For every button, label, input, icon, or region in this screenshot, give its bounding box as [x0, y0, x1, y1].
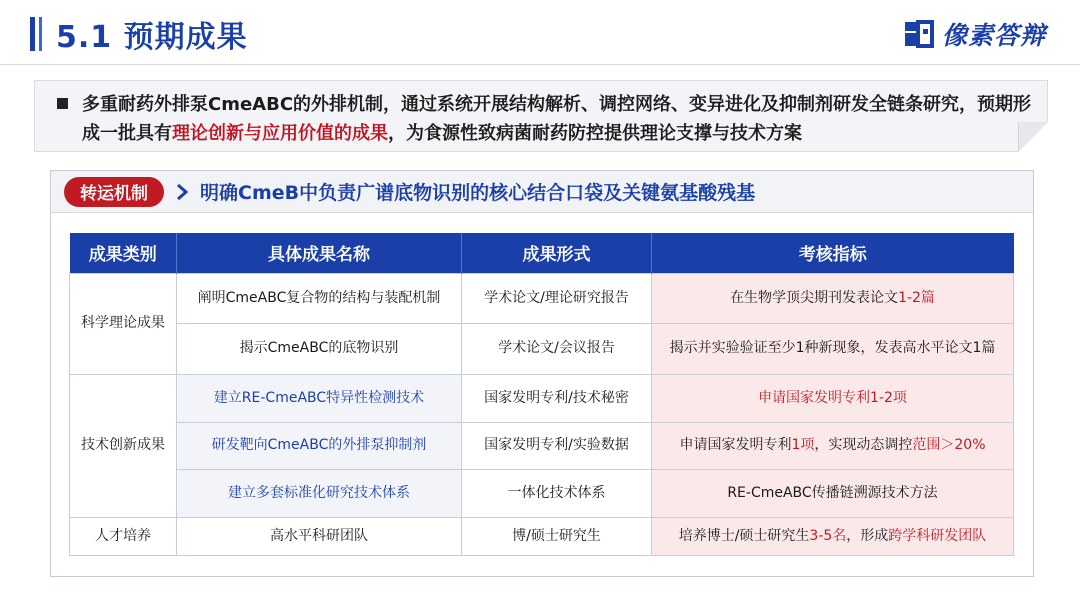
logo-text: 像素答辩 — [941, 21, 1046, 50]
result-form-cell: 学术论文/会议报告 — [462, 323, 652, 374]
chevron-right-icon — [176, 183, 190, 201]
result-name-cell: 研发靶向CmeABC的外排泵抑制剂 — [177, 422, 462, 469]
column-header: 成果形式 — [462, 233, 652, 273]
result-form-cell: 国家发明专利/实验数据 — [462, 422, 652, 469]
page-title: 5.1 预期成果 — [56, 20, 248, 55]
metric-cell: 申请国家发明专利1项，实现动态调控范围＞20% — [652, 422, 1014, 469]
result-name-cell: 建立多套标准化研究技术体系 — [177, 469, 462, 517]
table-row — [70, 323, 1014, 374]
category-cell: 人才培养 — [70, 517, 177, 555]
result-name-cell: 高水平科研团队 — [177, 517, 462, 555]
panel-title: 明确CmeB中负责广谱底物识别的核心结合口袋及关键氨基酸残基 — [200, 182, 756, 204]
result-form-cell: 一体化技术体系 — [462, 469, 652, 517]
table-row — [70, 469, 1014, 517]
category-cell: 科学理论成果 — [70, 273, 177, 374]
result-form-cell: 学术论文/理论研究报告 — [462, 273, 652, 323]
result-form-cell: 博/硕士研究生 — [462, 517, 652, 555]
summary-text: 多重耐药外排泵CmeABC的外排机制，通过系统开展结构解析、调控网络、变异进化及抑制剂研发全链条研究，预期形成一批具有理论创新与应用价值的成果，为食源性致病菌耐药防控提供理论支撑与技术方案 — [82, 94, 1032, 144]
summary-box — [34, 80, 1048, 152]
metric-cell: 在生物学顶尖期刊发表论文1-2篇 — [652, 273, 1014, 323]
result-name-cell: 阐明CmeABC复合物的结构与装配机制 — [177, 273, 462, 323]
logo-icon — [904, 19, 934, 49]
column-header: 具体成果名称 — [177, 233, 462, 273]
results-panel — [50, 170, 1034, 577]
result-form-cell: 国家发明专利/技术秘密 — [462, 374, 652, 422]
category-cell: 技术创新成果 — [70, 374, 177, 517]
table-row — [70, 517, 1014, 555]
table-row — [70, 374, 1014, 422]
title-marker — [30, 17, 42, 51]
column-header: 成果类别 — [70, 233, 177, 273]
mechanism-tag: 转运机制 — [64, 177, 164, 207]
column-header: 考核指标 — [652, 233, 1014, 273]
metric-cell: RE-CmeABC传播链溯源技术方法 — [652, 469, 1014, 517]
page-fold-decoration — [1018, 122, 1048, 152]
header-divider — [0, 64, 1080, 65]
result-name-cell: 建立RE-CmeABC特异性检测技术 — [177, 374, 462, 422]
result-name-cell: 揭示CmeABC的底物识别 — [177, 323, 462, 374]
table-row — [70, 273, 1014, 323]
table-header-row — [70, 233, 1014, 273]
summary-highlight: 理论创新与应用价值的成果 — [172, 123, 388, 144]
results-table — [69, 233, 1014, 556]
page-header — [30, 14, 248, 54]
panel-header — [51, 171, 1033, 213]
bullet-icon — [57, 98, 68, 109]
table-row — [70, 422, 1014, 469]
brand-logo — [904, 16, 1046, 52]
metric-cell: 揭示并实验验证至少1种新现象，发表高水平论文1篇 — [652, 323, 1014, 374]
metric-cell: 申请国家发明专利1-2项 — [652, 374, 1014, 422]
metric-cell: 培养博士/硕士研究生3-5名，形成跨学科研发团队 — [652, 517, 1014, 555]
